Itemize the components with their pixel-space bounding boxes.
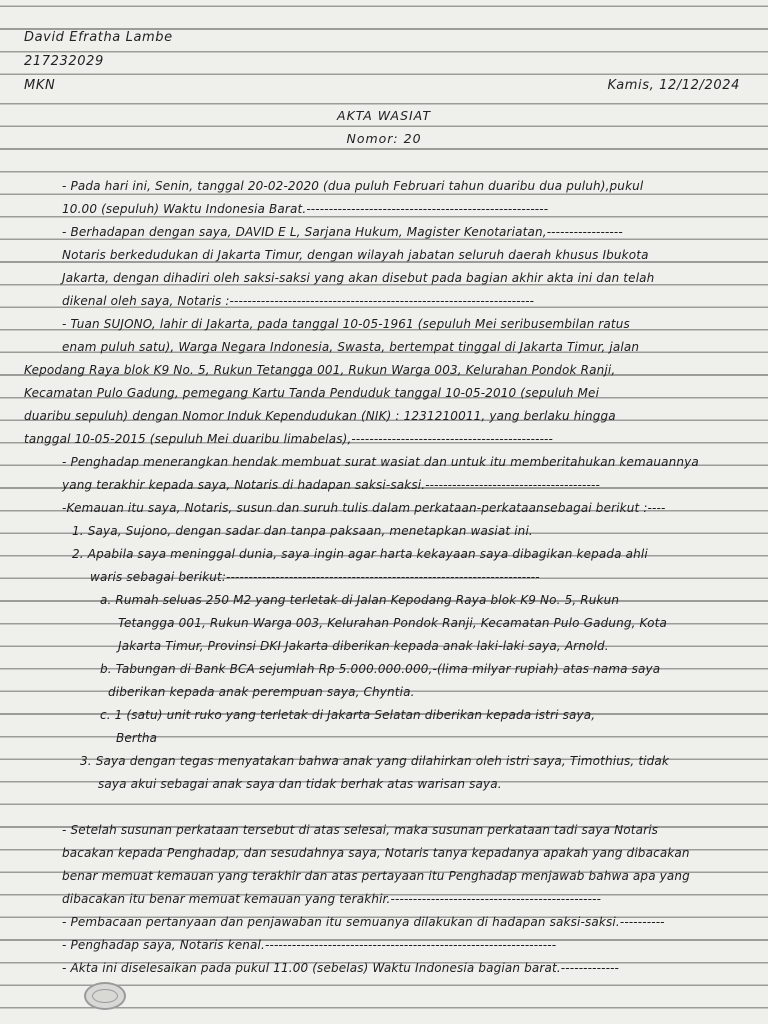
sub-list-item: c. 1 (satu) unit ruko yang terletak di Jakarta Selatan diberikan kepada istri saya, xyxy=(100,708,596,722)
text-line: - Penghadap saya, Notaris kenal.----------------------------------------------------------------- xyxy=(62,938,557,952)
paper-brand-logo xyxy=(84,982,126,1010)
text-line: Jakarta, dengan dihadiri oleh saksi-saksi yang akan disebut pada bagian akhir akta ini dan telah xyxy=(62,271,655,285)
text-line: bacakan kepada Penghadap, dan sesudahnya saya, Notaris tanya kepadanya apakah yang dibacakan xyxy=(62,846,690,860)
text-line: - Pada hari ini, Senin, tanggal 20-02-2020 (dua puluh Februari tahun duaribu dua puluh),pukul xyxy=(62,179,644,193)
text-line: benar memuat kemauan yang terakhir dan atas pertayaan itu Penghadap menjawab bahwa apa yang xyxy=(62,869,690,883)
list-item: saya akui sebagai anak saya dan tidak berhak atas warisan saya. xyxy=(98,777,502,791)
author-name: David Efratha Lambe xyxy=(24,30,173,45)
text-line: yang terakhir kepada saya, Notaris di hadapan saksi-saksi.--------------------------------------- xyxy=(62,478,600,492)
sub-list-item: diberikan kepada anak perempuan saya, Chyntia. xyxy=(108,685,415,699)
text-line: duaribu sepuluh) dengan Nomor Induk Kependudukan (NIK) : 1231210011, yang berlaku hingga xyxy=(24,409,616,423)
list-item: waris sebagai berikut:---------------------------------------------------------------------- xyxy=(90,570,540,584)
sub-list-item: Jakarta Timur, Provinsi DKI Jakarta diberikan kepada anak laki-laki saya, Arnold. xyxy=(118,639,609,653)
text-line: Kecamatan Pulo Gadung, pemegang Kartu Tanda Penduduk tanggal 10-05-2010 (sepuluh Mei xyxy=(24,386,600,400)
text-line: dibacakan itu benar memuat kemauan yang terakhir.----------------------------------------------- xyxy=(62,892,602,906)
text-line: - Pembacaan pertanyaan dan penjawaban itu semuanya dilakukan di hadapan saksi-saksi.---------- xyxy=(62,915,665,929)
list-item: 2. Apabila saya meninggal dunia, saya ingin agar harta kekayaan saya dibagikan kepada ahli xyxy=(72,547,648,561)
text-line: - Akta ini diselesaikan pada pukul 11.00 (sebelas) Waktu Indonesia bagian barat.------------- xyxy=(62,961,620,975)
sub-list-item: Bertha xyxy=(116,731,158,745)
list-item: 3. Saya dengan tegas menyatakan bahwa anak yang dilahirkan oleh istri saya, Timothius, tidak xyxy=(80,754,670,768)
text-line: 10.00 (sepuluh) Waktu Indonesia Barat.------------------------------------------------------ xyxy=(62,202,549,216)
sub-list-item: b. Tabungan di Bank BCA sejumlah Rp 5.000.000.000,-(lima milyar rupiah) atas nama saya xyxy=(100,662,661,676)
deed-number: Nomor: 20 xyxy=(346,131,422,146)
list-item: 1. Saya, Sujono, dengan sadar dan tanpa paksaan, menetapkan wasiat ini. xyxy=(72,524,533,538)
text-line: tanggal 10-05-2015 (sepuluh Mei duaribu limabelas),--------------------------------------------- xyxy=(24,432,554,446)
text-line: - Setelah susunan perkataan tersebut di atas selesai, maka susunan perkataan tadi saya Notaris xyxy=(62,823,659,837)
student-id: 217232029 xyxy=(24,54,104,69)
text-line: - Tuan SUJONO, lahir di Jakarta, pada tanggal 10-05-1961 (sepuluh Mei seribusembilan ratus xyxy=(62,317,630,331)
text-line: Notaris berkedudukan di Jakarta Timur, dengan wilayah jabatan seluruh daerah khusus Ibukota xyxy=(62,248,649,262)
program-label: MKN xyxy=(24,78,56,93)
document-date: Kamis, 12/12/2024 xyxy=(607,78,740,93)
sub-list-item: a. Rumah seluas 250 M2 yang terletak di Jalan Kepodang Raya blok K9 No. 5, Rukun xyxy=(100,593,620,607)
text-line: -Kemauan itu saya, Notaris, susun dan suruh tulis dalam perkataan-perkataansebagai berikut :---- xyxy=(62,501,666,515)
text-line: - Berhadapan dengan saya, DAVID E L, Sarjana Hukum, Magister Kenotariatan,----------------- xyxy=(62,225,623,239)
deed-title: AKTA WASIAT xyxy=(337,108,431,123)
sub-list-item: Tetangga 001, Rukun Warga 003, Kelurahan Pondok Ranji, Kecamatan Pulo Gadung, Kota xyxy=(118,616,667,630)
text-line: - Penghadap menerangkan hendak membuat surat wasiat dan untuk itu memberitahukan kemauannya xyxy=(62,455,699,469)
text-line: dikenal oleh saya, Notaris :-------------------------------------------------------------------- xyxy=(62,294,535,308)
text-line: Kepodang Raya blok K9 No. 5, Rukun Tetangga 001, Rukun Warga 003, Kelurahan Pondok Ranji, xyxy=(24,363,616,377)
text-line: enam puluh satu), Warga Negara Indonesia, Swasta, bertempat tinggal di Jakarta Timur, jalan xyxy=(62,340,640,354)
